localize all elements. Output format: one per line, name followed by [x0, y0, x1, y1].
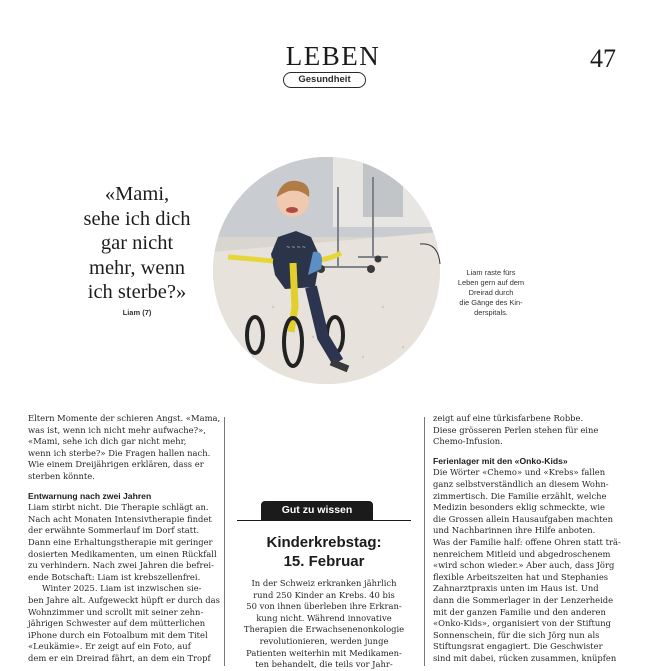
svg-text:~ ~ ~ ~: ~ ~ ~ ~: [286, 245, 306, 251]
info-box-line: In der Schweiz erkranken jährlich: [251, 578, 397, 588]
pull-quote-line: sehe ich dich: [83, 207, 191, 230]
body-line: ganz selbstverständlich an diesem Wohn-: [433, 478, 609, 489]
article-photo: [213, 157, 440, 384]
body-line: Wohnzimmer und scrollt mit seiner zehn-: [28, 606, 204, 617]
info-box-line: ten behandelt, die teils vor Jahr-: [255, 659, 393, 670]
pull-quote-line: ich sterbe?»: [87, 281, 187, 303]
photo-caption: [446, 268, 536, 318]
pull-quote-line: gar nicht: [100, 232, 174, 254]
info-box-title-line: Kinderkrebstag:: [266, 534, 382, 551]
subheading: Entwarnung nach zwei Jahren: [28, 490, 152, 501]
body-line: «Mami, sehe ich dich gar nicht mehr,: [28, 436, 187, 447]
body-line: ende Botschaft: Liam ist krebszellenfrei.: [28, 571, 201, 582]
pull-quote-author: Liam (7): [122, 308, 152, 317]
body-line: ben Jahre alt. Aufgeweckt hüpft er durch das: [28, 594, 220, 605]
body-line: Medizin besonders eklig schmeckte, wie: [433, 502, 605, 513]
body-line: «Onko-Kids», organisiert von der Stiftung: [433, 618, 612, 629]
caption-line: Liam raste fürs: [466, 268, 516, 277]
info-box-title: [237, 533, 411, 571]
body-line: «wird schon wieder.» Aber auch, dass Jörg: [433, 560, 615, 571]
caption-line: die Gänge des Kin-: [459, 298, 523, 307]
body-line: Dann eine Erhaltungstherapie mit geringer: [28, 536, 213, 547]
body-line: und Nachbarinnen ihre Hilfe anboten.: [433, 525, 596, 536]
body-line: Diese grösseren Perlen stehen für eine: [433, 424, 599, 435]
info-box-line: kung nicht. Während innovative: [256, 612, 392, 623]
article-column-left: [28, 413, 224, 664]
body-line: zu verhindern. Nach zwei Jahren die befrei-: [28, 560, 214, 571]
body-line: dann die Sommerlager in der Lenzerheide: [433, 594, 614, 605]
section-title: LEBEN: [285, 41, 381, 71]
subheading: Ferienlager mit den «Onko-Kids»: [433, 455, 568, 466]
body-line: zimmertisch. Die Familie erzählt, welche: [433, 490, 607, 501]
info-box-line: revolutionieren, werden junge: [259, 635, 389, 646]
caption-line: Leben gern auf dem: [457, 278, 525, 287]
body-line: Stiftungsrat engagiert. Die Geschwister: [433, 641, 603, 652]
caption-pointer-icon: [418, 240, 444, 270]
body-line: Liam stirbt nicht. Die Therapie schlägt an.: [28, 502, 209, 513]
body-line: Sonnenschein, für die sich Jörg nun als: [433, 629, 600, 640]
body-line: mit der ganzen Familie und den anderen: [433, 606, 606, 617]
body-line: «Leukämie». Er zeigt auf ein Foto, auf: [28, 641, 191, 652]
body-line: Winter 2025. Liam ist inzwischen sie-: [42, 583, 202, 594]
info-box-badge: Gut zu wissen: [261, 501, 373, 520]
info-box-line: Patienten weiterhin mit Medikamen-: [246, 647, 402, 658]
body-line: nenreichem Mitleid und abgedroschenem: [433, 548, 611, 559]
caption-line: derspitals.: [474, 308, 508, 317]
pull-quote: [62, 182, 212, 305]
body-line: sind mit dabei, rücken zusammen, knüpfen: [433, 652, 617, 663]
body-line: Chemo-Infusion.: [433, 436, 503, 447]
info-box-rule: [237, 520, 411, 521]
info-box-line: rund 250 Kinder an Krebs. 40 bis: [253, 589, 395, 600]
column-rule: [424, 417, 425, 666]
body-line: Eltern Momente der schieren Angst. «Mama,: [28, 413, 221, 423]
subsection-label: Gesundheit: [283, 72, 366, 88]
body-line: Die Wörter «Chemo» und «Krebs» fallen: [433, 467, 606, 478]
column-rule: [224, 417, 225, 666]
body-line: Zahnarztpraxis unten im Haus ist. Und: [433, 583, 599, 594]
body-line: die Grossen allein Hausaufgaben machten: [433, 513, 613, 524]
pull-quote-line: mehr, wenn: [89, 256, 185, 279]
body-line: zeigt auf eine türkisfarbene Robbe.: [433, 413, 584, 423]
body-line: iPhone durch ein Fotoalbum mit dem Titel: [28, 629, 208, 640]
body-line: flexible Arbeitszeiten hat und Stephanies: [433, 571, 609, 582]
body-line: der erwähnte Sommerlauf im Dorf statt.: [28, 525, 200, 536]
body-line: jährigen Schwester auf dem mütterlichen: [28, 618, 206, 629]
body-line: wenn ich sterbe?» Die Fragen hallen nach.: [28, 447, 211, 458]
pull-quote-line: «Mami,: [104, 183, 170, 205]
info-box-title-line: 15. Februar: [283, 553, 365, 570]
info-box-body: [240, 578, 408, 671]
body-line: Nach acht Monaten Intensivtherapie findet: [28, 513, 212, 524]
info-box-line: Therapien die Erwachsenenonkologie: [243, 624, 405, 635]
page-number: 47: [590, 44, 616, 73]
body-line: Wie einem Dreijährigen erklären, dass er: [28, 459, 204, 470]
info-box-line: 50 von ihnen überleben ihre Erkran-: [246, 601, 402, 612]
article-column-right: [433, 413, 627, 664]
body-line: was ist, wenn ich nicht mehr aufwache?»,: [28, 424, 206, 435]
body-line: dem er ein Dreirad fährt, an dem ein Tropf: [28, 652, 211, 663]
caption-line: Dreirad durch: [468, 288, 514, 297]
body-line: sterben könnte.: [28, 470, 95, 481]
body-line: Was der Familie half: offene Ohren statt trä-: [433, 536, 621, 547]
body-line: dosierten Medikamenten, um einen Rückfall: [28, 548, 217, 559]
